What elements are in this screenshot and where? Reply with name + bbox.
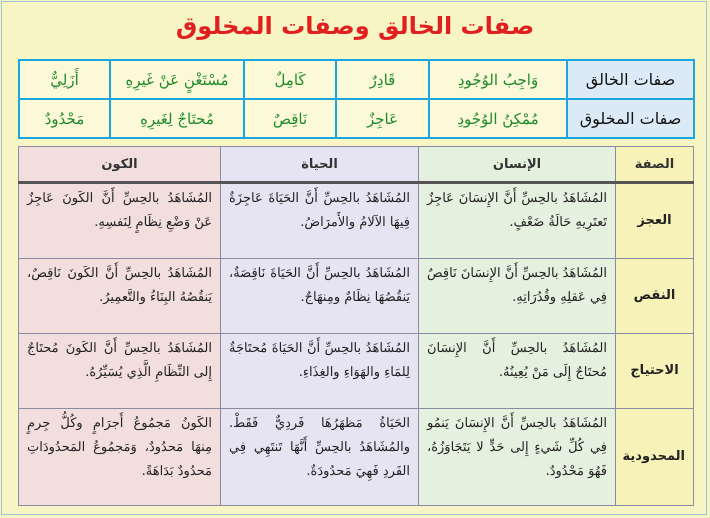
creator-attribute: كَامِلٌ [244, 60, 336, 99]
table-row [19, 409, 694, 506]
creature-attributes-label: صفات المخلوق [567, 99, 694, 138]
header-life: الحياة [221, 147, 419, 183]
row-attribute: المحدودية [616, 409, 694, 506]
creature-attributes-row [19, 99, 694, 138]
creature-attribute: مَحْدُودٌ [19, 99, 110, 138]
creature-attribute: عَاجِزٌ [336, 99, 429, 138]
table-row [19, 334, 694, 409]
human-cell: المُشَاهَدُ بالحِسِّ أَنَّ الإِنسَانَ يَنمُو فِي كُلِّ شَيءٍ إِلى حَدٍّ لا يَتَجَاوَزُهُ، فَهُوَ مَحْدُودٌ. [419, 409, 616, 506]
universe-cell: الكَونُ مَجمُوعُ أَجرَامٍ وكُلُّ جِرمٍ مِنهَا مَحدُودٌ، وَمَجمُوعُ المَحدُودَاتِ مَحدُودٌ بَدَاهَةً. [19, 409, 221, 506]
attributes-table [18, 59, 695, 139]
comparison-table [18, 146, 694, 506]
header-universe: الكون [19, 147, 221, 183]
page-title: صفات الخالق وصفات المخلوق [175, 12, 535, 40]
header-human: الإنسان [419, 147, 616, 183]
universe-cell: المُشَاهَدُ بالحِسِّ أَنَّ الكَونَ عَاجِزٌ عَنْ وَضْعِ نِظَامٍ لِنَفسِهِ. [19, 183, 221, 259]
universe-cell: المُشَاهَدُ بالحِسِّ أَنَّ الكَونَ نَاقِصٌ، يَنقُصُهُ البِنَاءُ والتَّعمِيرُ. [19, 259, 221, 334]
row-attribute: العجز [616, 183, 694, 259]
creator-attribute: وَاجِبُ الوُجُودِ [429, 60, 567, 99]
universe-cell: المُشَاهَدُ بالحِسِّ أَنَّ الكَونَ مُحتَاجٌ إِلى النِّظَامِ الَّذِي يُسَيِّرُهُ. [19, 334, 221, 409]
creature-attribute: مُمْكِنُ الوُجُودِ [429, 99, 567, 138]
table-row [19, 259, 694, 334]
comparison-header-row [19, 147, 694, 183]
life-cell: المُشَاهَدُ بالحِسِّ أَنَّ الحَيَاةَ مُحتَاجَةٌ لِلمَاءِ والهَوَاءِ والغِذَاءِ. [221, 334, 419, 409]
creator-attribute: أَزَلِيٌّ [19, 60, 110, 99]
creature-attribute: نَاقِصٌ [244, 99, 336, 138]
human-cell: المُشَاهَدُ بالحِسِّ أَنَّ الإِنسَانَ مُحتَاجٌ إِلَى مَنْ يُعِينُهُ. [419, 334, 616, 409]
creator-attribute: قَادِرٌ [336, 60, 429, 99]
header-attribute: الصفة [616, 147, 694, 183]
human-cell: المُشَاهَدُ بالحِسِّ أَنَّ الإِنسَانَ عَاجِزٌ تَعتَرِيهِ حَالَةُ ضَعْفٍ. [419, 183, 616, 259]
creator-attributes-row [19, 60, 694, 99]
table-row [19, 183, 694, 259]
human-cell: المُشَاهَدُ بالحِسِّ أَنَّ الإِنسَانَ نَاقِصٌ فِي عَقلِهِ وقُدُرَاتِهِ. [419, 259, 616, 334]
life-cell: المُشَاهَدُ بالحِسِّ أَنَّ الحَيَاةَ نَاقِصَةٌ، يَنقُصُهَا نِظَامٌ ومِنهَاجٌ. [221, 259, 419, 334]
life-cell: المُشَاهَدُ بالحِسِّ أَنَّ الحَيَاةَ عَاجِزَةٌ فِيهَا الآلامُ والأَمرَاضُ. [221, 183, 419, 259]
creator-attributes-label: صفات الخالق [567, 60, 694, 99]
creature-attribute: مُحتَاجٌ لِغَيرِهِ [110, 99, 244, 138]
life-cell: الحَيَاةُ مَظهَرُهَا فَردِيٌّ فَقَطْ. والمُشَاهَدُ بالحِسِّ أَنَّهَا تَنتَهِي فِي الفَردِ فَهِيَ مَحدُودَةٌ. [221, 409, 419, 506]
row-attribute: الاحتياج [616, 334, 694, 409]
row-attribute: النقص [616, 259, 694, 334]
creator-attribute: مُسْتَغْنٍ عَنْ غَيرِهِ [110, 60, 244, 99]
